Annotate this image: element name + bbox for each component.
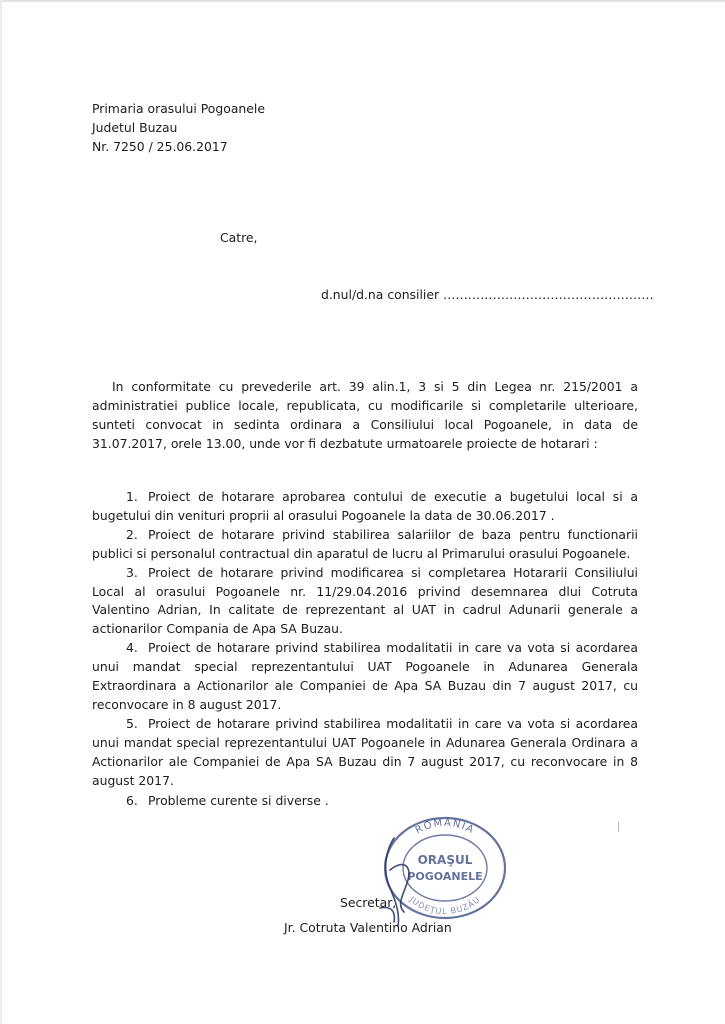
registration-number: Nr. 7250 / 25.06.2017 (92, 139, 228, 154)
agenda-item (92, 792, 638, 811)
agenda-item-text: Probleme curente si diverse . (148, 792, 329, 808)
agenda-item (92, 526, 638, 564)
margin-mark (618, 822, 622, 832)
agenda-item (92, 639, 638, 715)
recipient-line: d.nul/d.na consilier …………………………………………… (321, 287, 654, 302)
agenda-item (92, 564, 638, 640)
agenda-item (92, 488, 638, 526)
agenda-item-number: 3. (126, 564, 138, 580)
agenda-item-number: 4. (126, 640, 138, 656)
agenda-item-number: 2. (126, 526, 138, 542)
county-name: Judetul Buzau (92, 120, 178, 135)
intro-paragraph: In conformitate cu prevederile art. 39 alin.1, 3 si 5 din Legea nr. 215/2001 a administratiei publice locale, republicata, cu modificarile si completarile ulterioare, sunteti convocat in sedinta ordinara a Consiliului local Pogoanele, in data de 31.07.2017, orele 13.00, unde vor fi dezbatute urmatoarele proiecte de hotarari : (92, 379, 638, 452)
agenda-item-text: Proiect de hotarare privind stabilirea modalitatii in care va vota si acordarea unui mandat special reprezentantului UAT Pogoanele in Adunarea Generala Ordinara a Actionarilor ale Companiei de Apa SA Buzau din 7 august 2017, cu reconvocare in 8 august 2017. (92, 715, 638, 788)
agenda-item (92, 715, 638, 791)
signatory-title: Secretar, (340, 895, 397, 910)
agenda-item-text: Proiect de hotarare privind modificarea si completarea Hotararii Consiliului Local al orasului Pogoanele nr. 11/29.04.2016 privind desemnarea dlui Cotruta Valentino Adrian, In calitate de reprezentant al UAT in cadrul Adunarii generale a actionarilor Compania de Apa SA Buzau. (92, 564, 638, 637)
stamp-line-1: ORAŞUL (417, 853, 473, 867)
agenda-item-text: Proiect de hotarare privind stabilirea salariilor de baza pentru functionarii publici si personalul contractual din aparatul de lucru al Primarului orasului Pogoanele. (92, 526, 638, 561)
salutation: Catre, (220, 230, 258, 245)
page-edge (0, 0, 725, 2)
agenda-item-number: 6. (126, 792, 138, 808)
stamp-line-2: POGOANELE (407, 870, 483, 883)
agenda-item-number: 1. (126, 489, 138, 504)
signatory-name: Jr. Cotruta Valentino Adrian (284, 920, 452, 935)
agenda-list (92, 488, 638, 810)
stamp-top-text: ROMÂNIA (413, 817, 477, 837)
agenda-item-number: 5. (126, 715, 138, 731)
page-edge (0, 0, 2, 1024)
institution-name: Primaria orasului Pogoanele (92, 101, 265, 116)
agenda-item-text: Proiect de hotarare privind stabilirea modalitatii in care va vota si acordarea unui mandat special reprezentantului UAT Pogoanele in Adunarea Generala Extraordinara a Actionarilor ale Companiei de Apa SA Buzau din 7 august 2017, cu reconvocare in 8 august 2017. (92, 640, 638, 712)
stamp-bottom-text: JUDEŢUL BUZĂU (407, 894, 483, 917)
agenda-item-text: Proiect de hotarare aprobarea contului de executie a bugetului local si a bugetului din venituri proprii al orasului Pogoanele la data de 30.06.2017 . (92, 489, 638, 523)
